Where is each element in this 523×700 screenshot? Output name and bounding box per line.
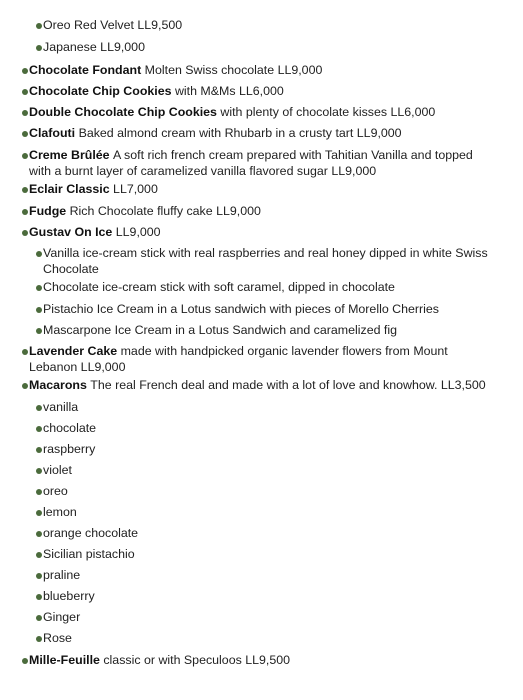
bullet-icon	[36, 328, 42, 334]
menu-item-22	[43, 526, 490, 542]
menu-item-name: Fudge	[29, 204, 70, 218]
menu-item-description: LL9,000	[115, 225, 161, 239]
menu-item-description: Ginger	[43, 610, 81, 624]
menu-item-content	[43, 18, 490, 34]
menu-item-name: Chocolate Chip Cookies	[29, 84, 175, 98]
menu-item-content	[43, 280, 490, 296]
menu-item-content	[43, 323, 490, 339]
menu-item-description: raspberry	[43, 442, 96, 456]
menu-item-description: Japanese LL9,000	[43, 40, 145, 54]
menu-item-content	[29, 63, 490, 79]
bullet-icon	[36, 251, 42, 257]
menu-item-description: praline	[43, 568, 81, 582]
bullet-icon	[36, 45, 42, 51]
menu-item-description: violet	[43, 463, 72, 477]
menu-item-23	[43, 547, 490, 563]
menu-item-content	[43, 505, 490, 521]
menu-item-12	[43, 302, 490, 318]
menu-item-content	[29, 344, 490, 375]
bullet-icon	[22, 658, 28, 664]
menu-item-description: Mascarpone Ice Cream in a Lotus Sandwich and caramelized fig	[43, 323, 398, 337]
menu-item-content	[29, 378, 490, 394]
menu-item-description: chocolate	[43, 421, 97, 435]
menu-item-1	[43, 40, 490, 56]
bullet-icon	[22, 89, 28, 95]
menu-item-2	[29, 63, 490, 79]
menu-item-content	[43, 610, 490, 626]
menu-item-content	[43, 302, 490, 318]
menu-item-description: Rose	[43, 631, 72, 645]
menu-item-name: Clafouti	[29, 126, 79, 140]
menu-item-content	[43, 547, 490, 563]
bullet-icon	[22, 349, 28, 355]
menu-item-25	[43, 589, 490, 605]
menu-item-description: Rich Chocolate fluffy cake LL9,000	[69, 204, 261, 218]
menu-item-27	[43, 631, 490, 647]
bullet-icon	[22, 68, 28, 74]
menu-item-name: Eclair Classic	[29, 182, 114, 196]
menu-item-26	[43, 610, 490, 626]
menu-item-name: Double Chocolate Chip Cookies	[29, 105, 221, 119]
menu-item-content	[29, 182, 490, 198]
menu-item-name: Gustav On Ice	[29, 225, 116, 239]
menu-item-content	[29, 84, 490, 100]
menu-item-10	[43, 246, 490, 277]
menu-item-9	[29, 225, 490, 241]
menu-item-description: lemon	[43, 505, 77, 519]
bullet-icon	[36, 468, 42, 474]
menu-item-content	[43, 484, 490, 500]
menu-item-content	[29, 148, 490, 179]
menu-item-content	[43, 40, 490, 56]
menu-item-description: with plenty of chocolate kisses LL6,000	[220, 105, 436, 119]
menu-item-description: made with handpicked organic lavender flowers from Mount Lebanon LL9,000	[29, 344, 448, 374]
bullet-icon	[36, 594, 42, 600]
menu-item-4	[29, 105, 490, 121]
bullet-icon	[36, 405, 42, 411]
menu-item-description: Chocolate ice-cream stick with soft caramel, dipped in chocolate	[43, 280, 395, 294]
bullet-icon	[36, 23, 42, 29]
menu-item-description: classic or with Speculoos LL9,500	[103, 653, 291, 667]
menu-item-content	[29, 225, 490, 241]
menu-item-description: vanilla	[43, 400, 79, 414]
menu-item-24	[43, 568, 490, 584]
bullet-icon	[22, 209, 28, 215]
menu-item-content	[29, 126, 490, 142]
menu-item-description: Vanilla ice-cream stick with real raspberries and real honey dipped in white Swiss Chocolate	[43, 246, 488, 276]
menu-item-description: Pistachio Ice Cream in a Lotus sandwich with pieces of Morello Cherries	[43, 302, 439, 316]
menu-item-6	[29, 148, 490, 179]
menu-item-content	[43, 463, 490, 479]
menu-item-name: Lavender Cake	[29, 344, 121, 358]
menu-item-description: LL7,000	[113, 182, 158, 196]
menu-item-content	[43, 631, 490, 647]
menu-item-content	[29, 653, 490, 669]
bullet-icon	[22, 131, 28, 137]
bullet-icon	[36, 573, 42, 579]
menu-item-description: A soft rich french cream prepared with Tahitian Vanilla and topped with a burnt layer of caramelized vanilla flavored sugar LL9,000	[29, 148, 473, 178]
bullet-icon	[36, 510, 42, 516]
menu-item-21	[43, 505, 490, 521]
menu-item-description: Baked almond cream with Rhubarb in a crusty tart LL9,000	[78, 126, 402, 140]
menu-item-14	[29, 344, 490, 375]
menu-item-16	[43, 400, 490, 416]
bullet-icon	[36, 552, 42, 558]
menu-item-description: oreo	[43, 484, 68, 498]
menu-item-7	[29, 182, 490, 198]
bullet-icon	[36, 426, 42, 432]
menu-item-19	[43, 463, 490, 479]
menu-item-description: with M&Ms LL6,000	[174, 84, 284, 98]
menu-item-content	[29, 204, 490, 220]
menu-item-content	[43, 400, 490, 416]
menu-item-description: The real French deal and made with a lot of love and knowhow. LL3,500	[90, 378, 486, 392]
menu-item-0	[43, 18, 490, 34]
menu-item-content	[29, 105, 490, 121]
menu-item-description: blueberry	[43, 589, 95, 603]
menu-item-name: Creme Brûlée	[29, 148, 114, 162]
menu-item-description: Oreo Red Velvet LL9,500	[43, 18, 183, 32]
menu-item-name: Macarons	[29, 378, 91, 392]
menu-item-17	[43, 421, 490, 437]
menu-item-name: Chocolate Fondant	[29, 63, 145, 77]
bullet-icon	[36, 285, 42, 291]
menu-item-3	[29, 84, 490, 100]
bullet-icon	[22, 153, 28, 159]
bullet-icon	[22, 230, 28, 236]
menu-item-content	[43, 589, 490, 605]
menu-item-description: Molten Swiss chocolate LL9,000	[144, 63, 323, 77]
menu-item-5	[29, 126, 490, 142]
menu-item-description: Sicilian pistachio	[43, 547, 135, 561]
menu-item-description: orange chocolate	[43, 526, 139, 540]
bullet-icon	[36, 307, 42, 313]
bullet-icon	[22, 383, 28, 389]
bullet-icon	[36, 615, 42, 621]
menu-item-13	[43, 323, 490, 339]
bullet-icon	[22, 187, 28, 193]
bullet-icon	[36, 447, 42, 453]
menu-item-name: Mille-Feuille	[29, 653, 104, 667]
bullet-icon	[36, 636, 42, 642]
menu-item-8	[29, 204, 490, 220]
bullet-icon	[22, 110, 28, 116]
bullet-icon	[36, 489, 42, 495]
menu-item-20	[43, 484, 490, 500]
menu-item-28	[29, 653, 490, 669]
menu-item-content	[43, 568, 490, 584]
menu-item-content	[43, 246, 490, 277]
menu-item-content	[43, 421, 490, 437]
menu-item-11	[43, 280, 490, 296]
bullet-icon	[36, 531, 42, 537]
menu-item-content	[43, 442, 490, 458]
menu-item-18	[43, 442, 490, 458]
menu-item-15	[29, 378, 490, 394]
menu-item-content	[43, 526, 490, 542]
